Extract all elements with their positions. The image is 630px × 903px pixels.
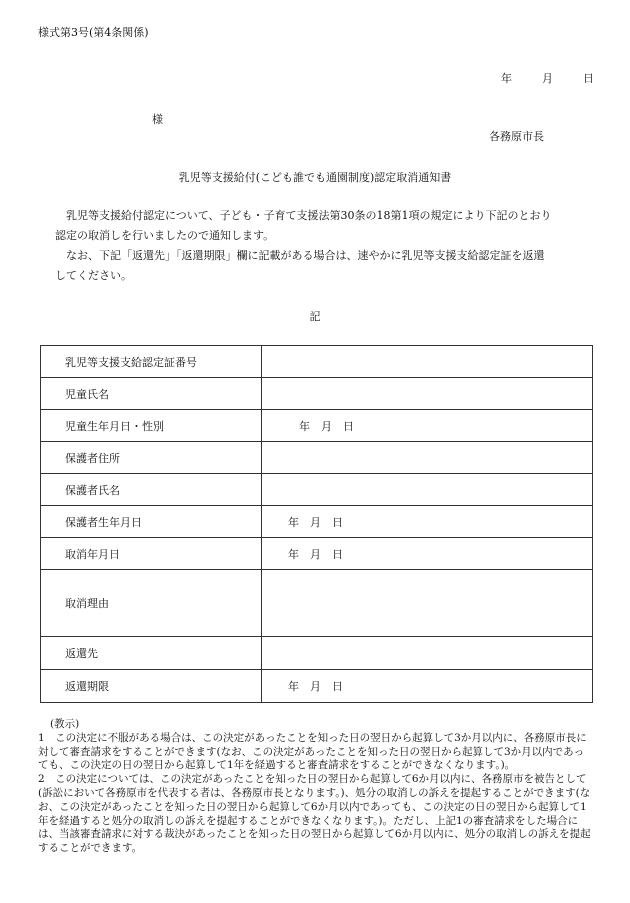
- table-row: [41, 570, 593, 637]
- table-row: [41, 378, 593, 410]
- ki-heading: 記: [309, 310, 321, 323]
- row-label: 乳児等支援支給認定証番号: [41, 346, 262, 378]
- table-row: [41, 346, 593, 378]
- date-day: 日: [583, 72, 594, 85]
- date-month: 月: [542, 72, 553, 85]
- row-value: [262, 570, 593, 637]
- row-value: 年 月 日: [262, 410, 593, 442]
- instructions-heading: (教示): [50, 718, 80, 730]
- addressee-suffix: 様: [152, 113, 163, 126]
- instructions-item-1: 1 この決定に不服がある場合は、この決定があったことを知った日の翌日から起算して3か月以内に、各務原市長に対して審査請求をすることができます(なお、この決定があったことを知った日の翌日から起算して3か月以内であっても、この決定の日の翌日から起算して1年を経過すると審査請求をすることができなくなります。)。: [38, 731, 587, 772]
- row-value: 年 月 日: [262, 538, 593, 570]
- body-paragraph-1: 乳児等支援給付認定について、子ども・子育て支援法第30条の18第1項の規定により下記のとおり認定の取消しを行いましたので通知します。: [55, 209, 552, 242]
- row-label: 保護者氏名: [41, 474, 262, 506]
- form-number: 様式第3号(第4条関係): [38, 26, 149, 39]
- table-row: [41, 410, 593, 442]
- issuer-name: 各務原市長: [489, 130, 544, 143]
- table-row: [41, 474, 593, 506]
- row-value: 年 月 日: [262, 506, 593, 538]
- info-table: [40, 345, 593, 703]
- row-label: 取消理由: [41, 570, 262, 637]
- row-label: 児童氏名: [41, 378, 262, 410]
- row-value: [262, 637, 593, 670]
- document-title: 乳児等支援給付(こども誰でも通園制度)認定取消通知書: [178, 171, 452, 184]
- table-row: [41, 442, 593, 474]
- body-text: [55, 206, 555, 286]
- body-paragraph-2: なお、下記「返還先」「返還期限」欄に記載がある場合は、速やかに乳児等支援支給認定証を返還してください。: [55, 249, 545, 282]
- row-value: [262, 346, 593, 378]
- row-value: [262, 442, 593, 474]
- row-value: [262, 378, 593, 410]
- instructions-item-2: 2 この決定については、この決定があったことを知った日の翌日から起算して6か月以内に、各務原市を被告として(訴訟において各務原市を代表する者は、各務原市長となります。)、処分の取消しの訴えを提起することができます(なお、この決定があったことを知った日の翌日から起算して6か月以内であっても、この決定の日の翌日から起算して1年を経過すると処分の取消しの訴えを提起することができなくなります。)。ただし、上記1の審査請求をした場合には、当該審査請求に対する裁決があったことを知った日の翌日から起算して6か月以内に、処分の取消しの訴えを提起することができます。: [38, 773, 591, 855]
- row-label: 児童生年月日・性別: [41, 410, 262, 442]
- row-label: 取消年月日: [41, 538, 262, 570]
- table-row: [41, 670, 593, 703]
- row-label: 返還期限: [41, 670, 262, 703]
- row-value: [262, 474, 593, 506]
- table-row: [41, 538, 593, 570]
- row-value: 年 月 日: [262, 670, 593, 703]
- row-label: 保護者住所: [41, 442, 262, 474]
- date-year: 年: [501, 72, 512, 85]
- table-row: [41, 506, 593, 538]
- instructions: [38, 718, 594, 856]
- date-line: [501, 70, 594, 86]
- row-label: 返還先: [41, 637, 262, 670]
- row-label: 保護者生年月日: [41, 506, 262, 538]
- table-row: [41, 637, 593, 670]
